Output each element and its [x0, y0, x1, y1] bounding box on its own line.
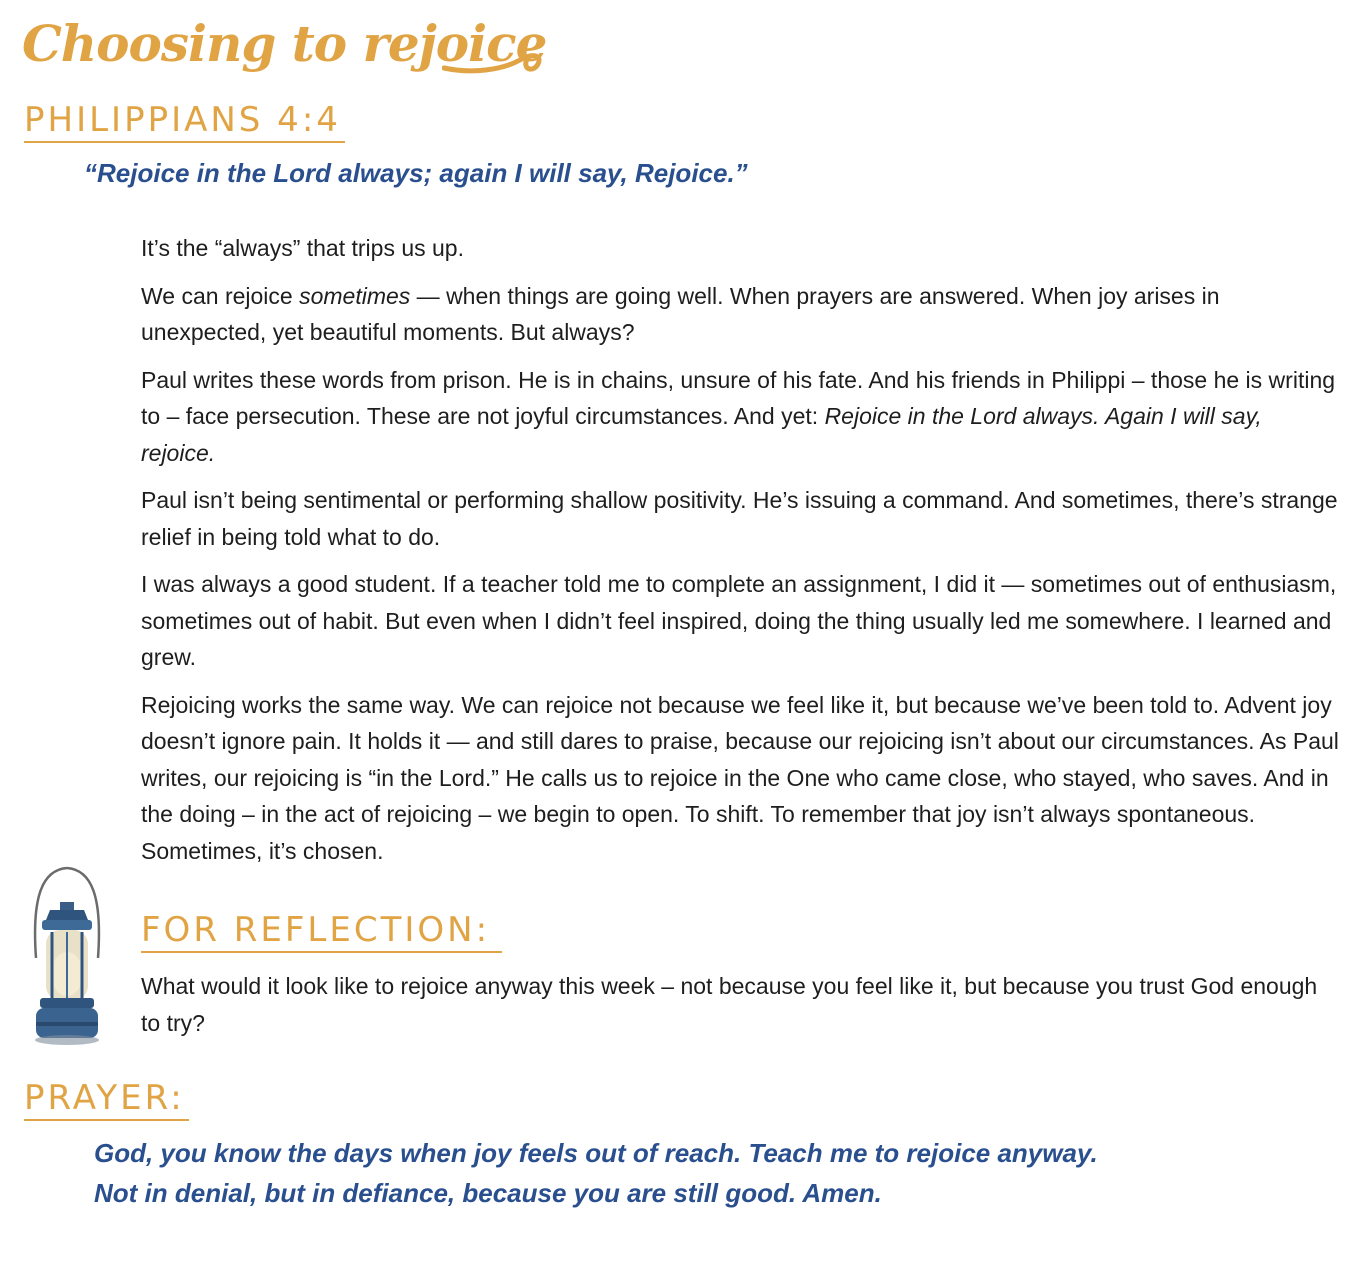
paragraph-2-text: We can rejoice: [141, 282, 300, 309]
paragraph-3-emphasis: Rejoice in the Lord always. Again I will say, rejoice.: [141, 403, 1262, 466]
paragraph-3: [141, 362, 1341, 472]
prayer-text: [94, 1133, 1098, 1213]
scripture-verse: “Rejoice in the Lord always; again I will say, Rejoice.”: [84, 158, 748, 188]
page-title: [22, 4, 547, 102]
prayer-heading: PRAYER:: [24, 1080, 189, 1121]
paragraph-1: It’s the “always” that trips us up.: [141, 235, 464, 261]
lantern-icon: [22, 862, 112, 1052]
reflection-text: What would it look like to rejoice anyway this week – not because you feel like it, but because you trust God enough to try?: [141, 973, 1318, 1036]
paragraph-4: Paul isn’t being sentimental or performing shallow positivity. He’s issuing a command. And sometimes, there’s strange relief in being told what to do.: [141, 487, 1338, 550]
paragraph-3-text: Paul writes these words from prison. He is in chains, unsure of his fate. And his friends in Philippi – those he is writing to – face persecution. These are not joyful circumstances. And yet:: [141, 366, 1336, 429]
devotional-body: [141, 230, 1341, 880]
paragraph-2: [141, 278, 1341, 351]
paragraph-2-text-end: — when things are going well. When prayers are answered. When joy arises in unexpected, yet beautiful moments. But always?: [141, 282, 1220, 345]
paragraph-2-emphasis: sometimes: [299, 282, 411, 309]
scripture-reference: PHILIPPIANS 4:4: [24, 102, 345, 143]
title-swash-icon: [442, 30, 552, 80]
paragraph-5: I was always a good student. If a teacher told me to complete an assignment, I did it — sometimes out of enthusiasm, sometimes out of habit. But even when I didn’t feel inspired, doing the thing usually led me somewhere. I learned and grew.: [141, 571, 1337, 670]
prayer-line-2: Not in denial, but in defiance, because you are still good. Amen.: [94, 1178, 882, 1208]
title-text: Choosing to rejoice: [22, 14, 547, 73]
reflection-heading: FOR REFLECTION:: [141, 912, 502, 953]
prayer-line-1: God, you know the days when joy feels out of reach. Teach me to rejoice anyway.: [94, 1138, 1098, 1168]
paragraph-6: Rejoicing works the same way. We can rejoice not because we feel like it, but because we’ve been told to. Advent joy doesn’t ignore pain. It holds it — and still dares to praise, because our rejoicing isn’t about our circumstances. As Paul writes, our rejoicing is “in the Lord.” He calls us to rejoice in the One who came close, who stayed, who saves. And in the doing – in the act of rejoicing – we begin to open. To shift. To remember that joy isn’t always spontaneous. Sometimes, it’s chosen.: [141, 691, 1339, 864]
